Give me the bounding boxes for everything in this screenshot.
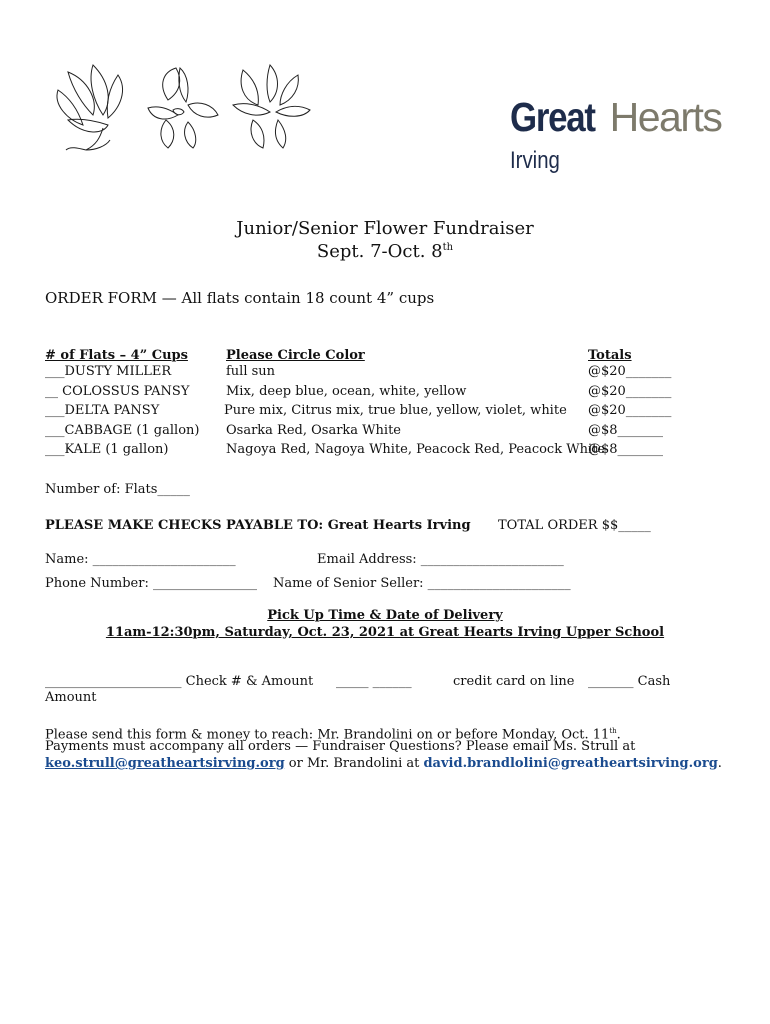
footer-contacts [45, 756, 722, 772]
row-colossus-pansy-qty[interactable]: __ COLOSSUS PANSY [45, 384, 190, 399]
amount-label: Amount [45, 690, 97, 705]
logo-irving: Irving [510, 147, 560, 174]
row-delta-pansy-total[interactable]: @$20_______ [588, 403, 672, 418]
footer-send-text: Please send this form & money to reach: Mr. Brandolini on or before Monday, Oct. 11 [45, 727, 610, 743]
document-dates [0, 241, 770, 262]
row-colossus-pansy-color: Mix, deep blue, ocean, white, yellow [226, 384, 467, 399]
footer-payments-note: Payments must accompany all orders — Fundraiser Questions? Please email Ms. Strull at [45, 739, 636, 754]
row-dusty-miller-qty[interactable]: ___DUSTY MILLER [45, 364, 172, 379]
row-kale-color: Nagoya Red, Nagoya White, Peacock Red, Peacock White [226, 442, 606, 457]
dates-text: Sept. 7-Oct. 8 [316, 241, 443, 262]
magnolia-right [233, 65, 310, 148]
row-dusty-miller-total[interactable]: @$20_______ [588, 364, 672, 379]
senior-seller-field[interactable]: Name of Senior Seller: ______________________ [273, 576, 571, 591]
row-dusty-miller-color: full sun [226, 364, 276, 379]
row-cabbage-color: Osarka Red, Osarka White [226, 423, 401, 438]
email-link-brandolini[interactable]: david.brandlolini@greatheartsirving.org [423, 756, 718, 771]
row-kale-total[interactable]: @$8_______ [588, 442, 664, 457]
check-amount-field[interactable]: _____________________ Check # & Amount [45, 674, 314, 689]
header-number-of-flats: # of Flats – 4” Cups [45, 348, 188, 363]
footer-end: . [717, 756, 722, 771]
email-link-strull[interactable]: keo.strull@greatheartsirving.org [45, 756, 285, 771]
footer-middle-text: or Mr. Brandolini at [284, 756, 424, 771]
logo-hearts: Hearts [609, 94, 722, 140]
header-circle-color: Please Circle Color [226, 348, 365, 363]
footer-date-suffix: th [609, 727, 617, 735]
row-delta-pansy-color: Pure mix, Citrus mix, true blue, yellow, violet, white [224, 403, 567, 418]
row-kale-qty[interactable]: ___KALE (1 gallon) [45, 442, 169, 457]
phone-field[interactable]: Phone Number: ________________ [45, 576, 257, 591]
great-hearts-irving-logo [510, 95, 721, 174]
footer-send-end: . [616, 727, 621, 743]
header-totals: Totals [588, 348, 632, 363]
number-of-flats-field[interactable]: Number of: Flats_____ [45, 482, 190, 497]
magnolia-left [57, 65, 123, 150]
magnolia-flowers-illustration [48, 60, 313, 155]
total-order-field[interactable]: TOTAL ORDER $$_____ [498, 518, 651, 533]
logo-wordmark [510, 95, 721, 148]
row-delta-pansy-qty[interactable]: ___DELTA PANSY [45, 403, 160, 418]
magnolia-middle [148, 68, 218, 148]
pickup-heading: Pick Up Time & Date of Delivery [267, 608, 503, 623]
pickup-details: 11am-12:30pm, Saturday, Oct. 23, 2021 at Great Hearts Irving Upper School [105, 625, 665, 640]
row-colossus-pansy-total[interactable]: @$20_______ [588, 384, 672, 399]
dates-suffix: th [442, 242, 454, 253]
order-form-heading: ORDER FORM — All flats contain 18 count 4” cups [45, 289, 435, 307]
name-field[interactable]: Name: ______________________ [45, 552, 236, 567]
email-field[interactable]: Email Address: ______________________ [317, 552, 564, 567]
row-cabbage-qty[interactable]: ___CABBAGE (1 gallon) [45, 423, 200, 438]
row-cabbage-total[interactable]: @$8_______ [588, 423, 664, 438]
check-blanks[interactable]: _____ ______ [336, 674, 412, 689]
document-title: Junior/Senior Flower Fundraiser [236, 218, 534, 239]
checks-payable-text: PLEASE MAKE CHECKS PAYABLE TO: Great Hearts Irving [45, 518, 471, 533]
logo-great: Great [510, 94, 595, 140]
cash-field[interactable]: _______ Cash [588, 674, 671, 689]
credit-card-option: credit card on line [453, 674, 575, 689]
